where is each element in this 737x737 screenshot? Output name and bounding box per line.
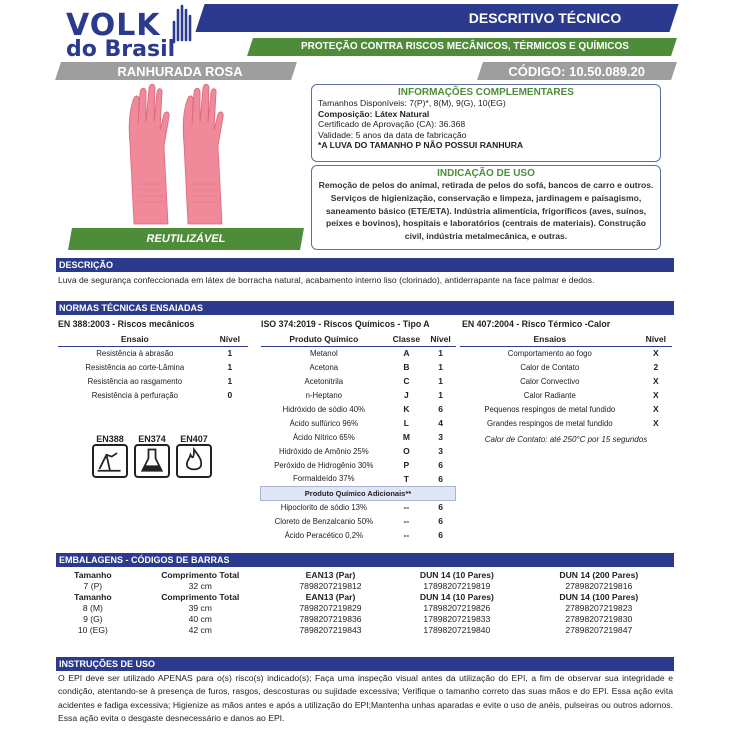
table-row (58, 591, 672, 602)
table-cell: 6 (438, 516, 443, 526)
table-cell: 7898207219843 (299, 624, 362, 635)
table-cell: 17898207219826 (423, 602, 491, 613)
table-cell: 6 (438, 404, 443, 414)
en388-badge-label: EN388 (96, 434, 124, 444)
table-cell: Calor Convectivo (520, 376, 580, 386)
info-ca: Certificado de Aprovação (CA): 36.368 (318, 119, 466, 129)
table-row (261, 500, 456, 514)
table-cell: Peróxido de Hidrogênio 30% (274, 460, 374, 470)
table-cell: 4 (438, 418, 443, 428)
table-cell: Hidróxido de Amônio 25% (278, 446, 369, 456)
en407-header-level: Nível (640, 332, 672, 346)
table-cell: Ácido Nítrico 65% (292, 432, 355, 442)
table-row (460, 388, 672, 402)
table-cell: Formaldeído 37% (293, 474, 355, 484)
en407-header-test: Ensaios (460, 332, 640, 346)
table-cell: 32 cm (188, 580, 212, 591)
table-cell: L (403, 418, 409, 428)
table-row (58, 569, 672, 580)
instructions-text: O EPI deve ser utilizado APENAS para o(s) risco(s) indicado(s); Faça uma inspeção visual antes da utilização do EPI, a fim de observar sua integridade e condição, atentando-se à presença de furos, rasgos, descosturas ou sujidade excessiva; Verifique o tamanho correto das suas mãos e do EPI. Essa ação evita acidentes e fadiga excessiva; Higienize as mãos antes e após a utilização do EPI;Mantenha unhas aparadas e evite o uso de anéis, pulseiras ou outros adornos. Essa ação evita o desgaste desnecessário e danos ao EPI. (58, 673, 673, 724)
table-cell: 39 cm (188, 602, 212, 613)
table-cell: 1 (438, 348, 443, 359)
composition-value: Látex Natural (374, 108, 430, 119)
table-row (460, 416, 672, 430)
table-cell: Hidróxido de sódio 40% (282, 404, 365, 414)
table-cell: 1 (438, 362, 443, 372)
en374-badge-label: EN374 (138, 434, 166, 444)
table-cell: X (652, 348, 659, 359)
usage-text: Remoção de pelos do animal, retirada de pelos do sofá, bancos de carro e outros. Serviços de higienização, conservação e limpeza, jardinagem e paisagismo, saneamento básico (ETE/ETA). Indústria alimentícia, frigoríficos (aves, suínos, peixes e bovinos), hospitais e laboratórios (centrais de materiais). Construção civil, indústria metalmecânica, e outras. (318, 180, 654, 242)
table-row (58, 360, 248, 374)
table-cell: 7898207219812 (299, 580, 362, 591)
table-row (58, 602, 672, 613)
table-cell: 1 (227, 362, 233, 372)
table-row (460, 402, 672, 416)
table-cell: X (652, 376, 659, 386)
table-cell: 3 (438, 446, 443, 456)
table-cell: Acetona (309, 362, 339, 372)
en407-badge (176, 434, 212, 483)
additional-chemicals-title: Produto Químico Adicionais** (261, 486, 456, 500)
table-cell: 27898207219823 (565, 602, 633, 613)
table-cell: Resistência ao corte-Lâmina (85, 362, 185, 372)
table-cell: 40 cm (188, 613, 212, 624)
document-subtitle: PROTEÇÃO CONTRA RISCOS MECÂNICOS, TÉRMICOS E QUÍMICOS (301, 41, 629, 52)
table-row (261, 430, 456, 444)
table-cell: Comportamento ao fogo (507, 348, 592, 358)
table-cell: Calor de Contato (520, 362, 580, 372)
table-row (261, 416, 456, 430)
table-cell: 7898207219836 (299, 613, 362, 624)
table-row (261, 388, 456, 402)
document-title: DESCRITIVO TÉCNICO (468, 10, 622, 26)
table-cell: 27898207219847 (565, 624, 633, 635)
table-cell: 6 (438, 460, 443, 470)
table-row (58, 346, 248, 360)
hammer-icon (92, 444, 128, 478)
table-cell: J (404, 390, 409, 400)
table-cell: Ácido Peracético 0,2% (284, 530, 364, 540)
column-header: DUN 14 (10 Pares) (419, 591, 494, 602)
section-description: DESCRIÇÃO (56, 258, 674, 272)
table-cell: n-Heptano (305, 390, 343, 400)
sizes-value: 7(P)*, 8(M), 9(G), 10(EG) (409, 98, 506, 108)
table-row (460, 346, 672, 360)
info-note: *A LUVA DO TAMANHO P NÃO POSSUI RANHURA (318, 140, 524, 150)
brand-name: VOLK (66, 8, 161, 43)
packaging-table (58, 569, 672, 635)
iso374-header-level: Nível (426, 332, 456, 346)
en388-header-level: Nível (212, 332, 248, 346)
section-instructions: INSTRUÇÕES DE USO (56, 657, 674, 671)
table-row (261, 374, 456, 388)
table-cell: 2 (653, 362, 659, 372)
usage-box (311, 165, 661, 250)
table-row (58, 580, 672, 591)
glove-product-image (124, 84, 232, 228)
table-cell: Metanol (309, 348, 338, 358)
iso374-header-product: Produto Químico (261, 332, 388, 346)
sizes-label: Tamanhos Disponíveis: (318, 98, 407, 108)
table-row (460, 360, 672, 374)
table-cell: 7898207219829 (299, 602, 362, 613)
table-cell: 0 (227, 390, 233, 400)
table-row (261, 402, 456, 416)
table-cell: 7 (P) (83, 580, 103, 591)
table-row (58, 613, 672, 624)
table-cell: 27898207219830 (565, 613, 633, 624)
info-box (311, 84, 661, 162)
info-title: INFORMAÇÕES COMPLEMENTARES (398, 87, 574, 98)
table-cell: Ácido sulfúrico 96% (289, 418, 359, 428)
en407-table (460, 332, 672, 430)
en407-note: Calor de Contato: até 250°C por 15 segundos (484, 435, 648, 444)
table-cell: Calor Radiante (523, 390, 576, 400)
norm-icons (92, 434, 212, 483)
column-header: Tamanho (74, 569, 112, 580)
table-cell: 17898207219840 (423, 624, 491, 635)
table-row (261, 458, 456, 472)
table-cell: Grandes respingos de metal fundido (486, 418, 613, 428)
column-header: Comprimento Total (161, 591, 240, 602)
iso374-title: ISO 374:2019 - Riscos Químicos - Tipo A (261, 319, 430, 329)
table-row (58, 388, 248, 402)
product-code: CÓDIGO: 10.50.089.20 (508, 64, 645, 79)
table-cell: 3 (438, 432, 443, 442)
en388-title: EN 388:2003 - Riscos mecânicos (58, 319, 195, 329)
hand-logo-icon (168, 4, 196, 44)
table-row (261, 528, 456, 542)
table-cell: 1 (438, 390, 443, 400)
usage-title: INDICAÇÃO DE USO (437, 168, 535, 179)
table-cell: 6 (438, 473, 443, 484)
table-cell: Hipoclorito de sódio 13% (280, 502, 367, 512)
column-header: Tamanho (74, 591, 112, 602)
info-validity: Validade: 5 anos da data de fabricação (318, 129, 467, 140)
flame-icon (176, 444, 212, 478)
section-packaging: EMBALAGENS - CÓDIGOS DE BARRAS (56, 553, 674, 567)
column-header: DUN 14 (10 Pares) (419, 569, 494, 580)
table-row (261, 444, 456, 458)
table-row (261, 360, 456, 374)
table-cell: Acetonitrila (304, 376, 344, 386)
table-cell: 8 (M) (82, 602, 103, 613)
table-cell: 17898207219833 (423, 613, 491, 624)
table-cell: X (652, 404, 659, 414)
column-header: DUN 14 (100 Pares) (559, 591, 639, 602)
en407-title: EN 407:2004 - Risco Térmico -Calor (462, 319, 611, 329)
table-cell: 1 (227, 376, 233, 386)
table-cell: 1 (438, 376, 443, 386)
table-cell: -- (403, 516, 410, 526)
table-cell: 6 (438, 530, 443, 540)
table-cell: C (403, 376, 410, 386)
en388-badge (92, 434, 128, 483)
table-row (58, 374, 248, 388)
info-sizes (318, 98, 654, 109)
table-row (261, 472, 456, 486)
iso374-table (260, 332, 456, 542)
table-cell: K (403, 404, 410, 414)
en388-table (58, 332, 248, 402)
description-text: Luva de segurança confeccionada em látex de borracha natural, acabamento interno liso (clorinado), antiderrapante na face palmar e dedos. (58, 275, 595, 285)
en388-header-test: Ensaio (58, 332, 212, 346)
table-cell: O (403, 446, 410, 456)
en407-badge-label: EN407 (180, 434, 208, 444)
table-cell: Cloreto de Benzalcanio 50% (274, 516, 373, 526)
table-row (261, 514, 456, 528)
en374-badge (134, 434, 170, 483)
composition-label: Composição: (318, 108, 373, 119)
table-cell: 42 cm (188, 624, 212, 635)
flask-icon (134, 444, 170, 478)
column-header: DUN 14 (200 Pares) (559, 569, 639, 580)
column-header: EAN13 (Par) (305, 569, 356, 580)
table-cell: 9 (G) (83, 613, 103, 624)
table-row (460, 374, 672, 388)
table-cell: Resistência à abrasão (96, 348, 174, 358)
table-cell: Resistência à perfuração (91, 390, 178, 400)
product-name: RANHURADA ROSA (117, 64, 243, 79)
table-cell: X (652, 390, 659, 400)
table-cell: M (402, 432, 410, 442)
table-cell: -- (403, 502, 410, 513)
table-row (58, 624, 672, 635)
table-cell: 17898207219819 (423, 580, 491, 591)
table-row (261, 346, 456, 360)
table-cell: Resistência ao rasgamento (87, 376, 183, 386)
table-cell: 27898207219816 (565, 580, 633, 591)
table-cell: 10 (EG) (77, 624, 108, 635)
info-composition (318, 109, 654, 120)
table-cell: T (403, 473, 409, 484)
table-cell: X (652, 418, 659, 428)
column-header: Comprimento Total (161, 569, 240, 580)
additional-header-row (261, 486, 456, 500)
table-cell: Pequenos respingos de metal fundido (484, 404, 616, 414)
column-header: EAN13 (Par) (305, 591, 356, 602)
table-cell: B (403, 362, 410, 372)
brand-subname: do Brasil (66, 37, 176, 62)
table-cell: A (403, 348, 410, 359)
iso374-header-class: Classe (387, 332, 426, 346)
table-cell: -- (403, 530, 410, 540)
table-cell: P (403, 460, 410, 470)
reusable-tag: REUTILIZÁVEL (68, 228, 304, 250)
table-cell: 6 (438, 502, 443, 513)
table-cell: 1 (227, 348, 233, 359)
section-standards: NORMAS TÉCNICAS ENSAIADAS (56, 301, 674, 315)
